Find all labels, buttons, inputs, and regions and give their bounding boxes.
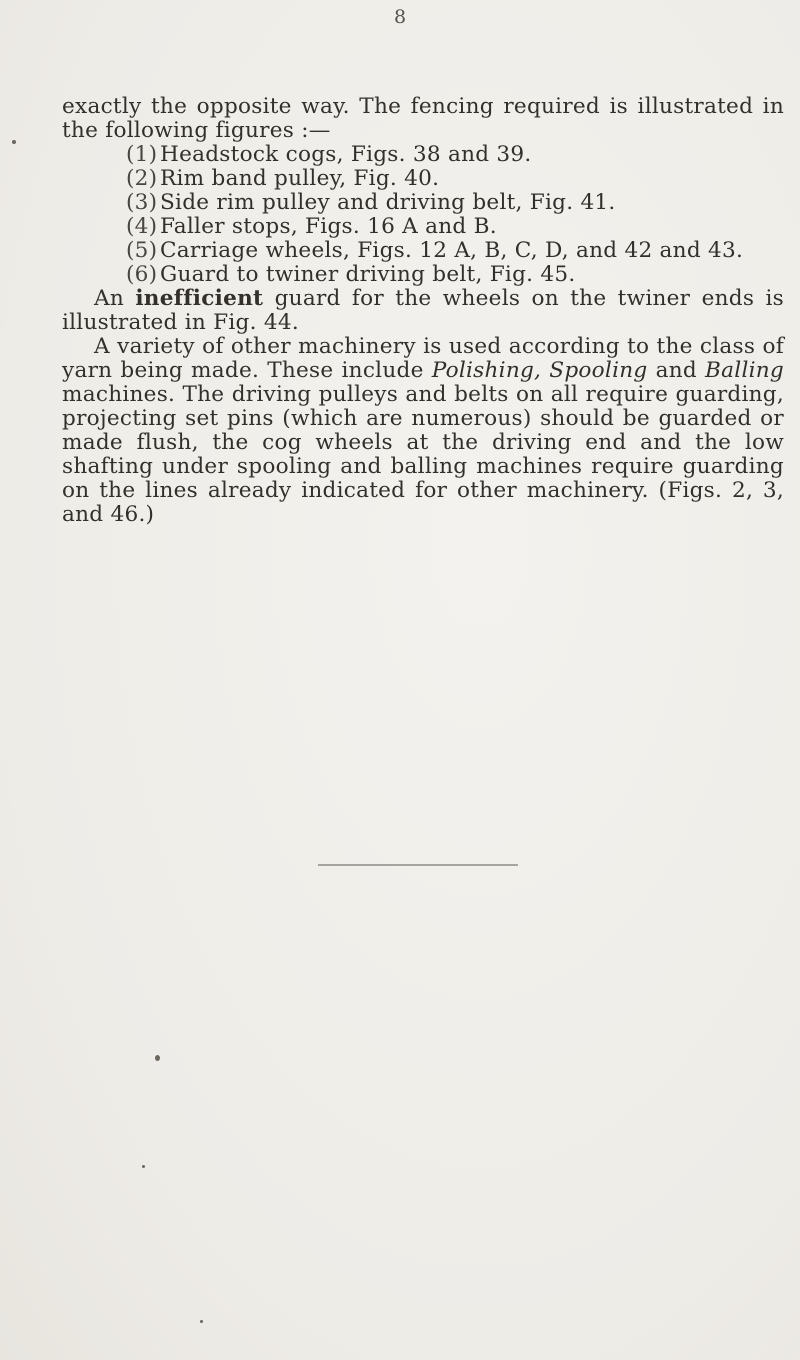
machinery-paragraph [62,335,784,527]
para3-rest: machines. The driving pulleys and belts on all require guarding, projecting set pins (which are numerous) should be guarded or made flush, the cog wheels at the driving end and the low shafting under spooling and balling machines require guarding on the lines already indicated for other machinery. (Figs. 2, 3, and 46.) [62,382,784,527]
para2-rest: guard for the wheels on the twiner ends is illustrated in Fig. 44. [62,286,784,335]
section-divider [318,864,518,866]
list-item [126,143,784,167]
paper-speck [200,1320,203,1323]
list-item-text: Rim band pulley, Fig. 40. [160,166,440,191]
para2-start: An [94,286,136,311]
paper-speck [12,140,16,144]
para3-italic-polishing-spooling: Polishing, Spooling [431,358,648,383]
page-number: 8 [393,6,407,28]
list-item-number: (3) [126,190,158,215]
list-item-text: Guard to twiner driving belt, Fig. 45. [160,262,576,287]
list-item-text: Carriage wheels, Figs. 12 A, B, C, D, and 42 and 43. [160,238,744,263]
list-item [126,167,784,191]
list-item-number: (6) [126,262,158,287]
para2-bold-word: inefficient [135,286,264,311]
list-item-number: (2) [126,166,158,191]
fencing-list [62,143,784,287]
body-text [62,95,784,527]
list-item-number: (5) [126,238,158,263]
para3-start: A variety of other machinery is used according to the class of yarn being made. These include [62,334,784,383]
inefficient-guard-paragraph [62,287,784,335]
list-item-text: Side rim pulley and driving belt, Fig. 41. [160,190,616,215]
list-item-number: (1) [126,142,158,167]
list-item-text: Headstock cogs, Figs. 38 and 39. [160,142,532,167]
intro-text: exactly the opposite way. The fencing required is illustrated in the following figures :— [62,94,784,143]
list-item [126,263,784,287]
list-item-text: Faller stops, Figs. 16 A and B. [160,214,497,239]
para3-and: and [647,358,706,383]
list-item [126,191,784,215]
paper-speck [155,1055,160,1061]
intro-paragraph [62,95,784,143]
list-item [126,215,784,239]
list-item [126,239,784,263]
list-item-number: (4) [126,214,158,239]
para3-italic-balling: Balling [705,358,784,383]
paper-speck [142,1165,145,1168]
